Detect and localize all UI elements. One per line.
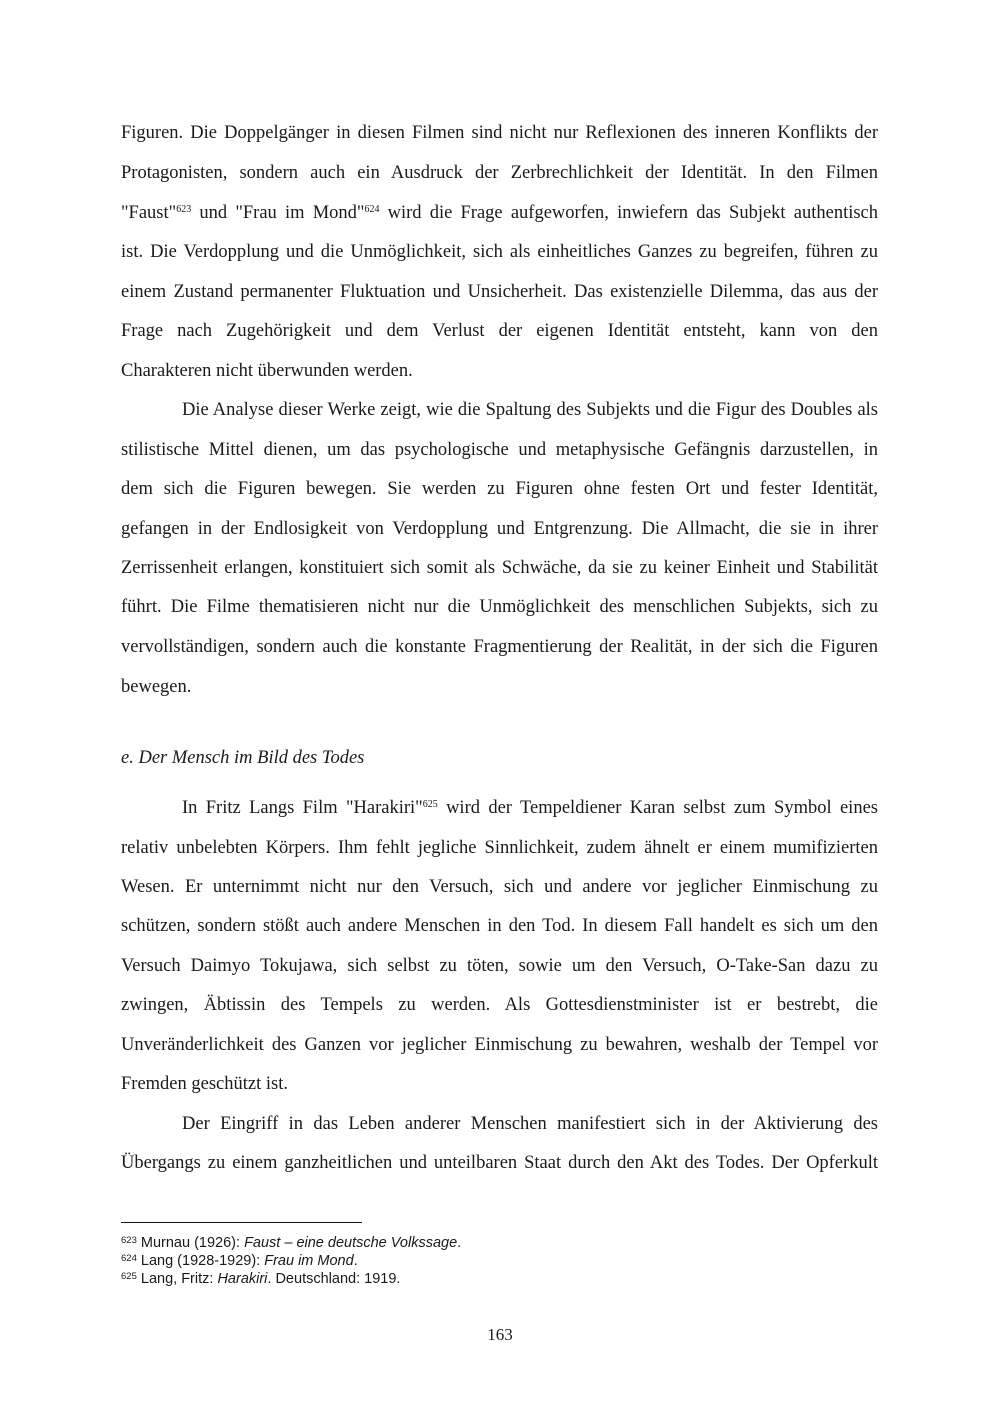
- page-number: 163: [487, 1325, 513, 1344]
- paragraph1-line: [121, 201, 878, 225]
- text-run: wird der Tempeldiener Karan selbst zum Symbol eines: [437, 798, 878, 818]
- footnote-text: Murnau (1926):: [136, 1235, 245, 1251]
- paragraph1-line: Figuren. Die Doppelgänger in diesen Filmen sind nicht nur Reflexionen des inneren Konflikts der: [121, 123, 878, 143]
- footnote: [121, 1270, 400, 1288]
- paragraph2-line: stilistische Mittel dienen, um das psychologische und metaphysische Gefängnis darzustellen, in: [121, 440, 878, 460]
- footnote: [121, 1252, 358, 1270]
- footnote-title: Harakiri: [217, 1271, 268, 1287]
- paragraph3-line: Versuch Daimyo Tokujawa, sich selbst zu töten, sowie um den Versuch, O-Take-San dazu zu: [121, 956, 878, 976]
- paragraph2-line: bewegen.: [121, 677, 192, 697]
- paragraph3-line: Fremden geschützt ist.: [121, 1074, 288, 1094]
- footnote-text: Lang (1928-1929):: [136, 1253, 265, 1269]
- paragraph3-line: [182, 796, 878, 820]
- footnote: [121, 1234, 461, 1252]
- paragraph2-line: führt. Die Filme thematisieren nicht nur die Unmöglichkeit des menschlichen Subjekts, sich zu: [121, 597, 878, 617]
- footnote-number: 624: [121, 1253, 137, 1264]
- paragraph3-line: zwingen, Äbtissin des Tempels zu werden. Als Gottesdienstminister ist er bestrebt, die: [121, 995, 878, 1015]
- paragraph1-line: Protagonisten, sondern auch ein Ausdruck der Zerbrechlichkeit der Identität. In den Filmen: [121, 163, 878, 183]
- footnote-number: 625: [121, 1271, 137, 1282]
- paragraph2-line: Die Analyse dieser Werke zeigt, wie die Spaltung des Subjekts und die Figur des Doubles als: [182, 400, 878, 420]
- paragraph1-line: ist. Die Verdopplung und die Unmöglichkeit, sich als einheitliches Ganzes zu begreifen, führen zu: [121, 242, 878, 262]
- text-run: wird die Frage aufgeworfen, inwiefern das Subjekt authentisch: [379, 203, 879, 223]
- text-run: In Fritz Langs Film "Harakiri": [182, 798, 423, 818]
- footnote-text: . Deutschland: 1919.: [267, 1271, 401, 1287]
- paragraph3-line: schützen, sondern stößt auch andere Menschen in den Tod. In diesem Fall handelt es sich um den: [121, 916, 878, 936]
- paragraph3-line: Wesen. Er unternimmt nicht nur den Versuch, sich und andere vor jeglicher Einmischung zu: [121, 877, 878, 897]
- paragraph2-line: vervollständigen, sondern auch die konstante Fragmentierung der Realität, in der sich die Figuren: [121, 637, 878, 657]
- text-run: und "Frau im Mond": [191, 203, 365, 223]
- footnote-ref[interactable]: 625: [422, 799, 438, 810]
- paragraph2-line: Zerrissenheit erlangen, konstituiert sich somit als Schwäche, da sie zu keiner Einheit und Stabilität: [121, 558, 878, 578]
- footnote-ref[interactable]: 624: [364, 204, 380, 215]
- footnote-title: Faust – eine deutsche Volkssage: [244, 1235, 458, 1251]
- footnote-text: Lang, Fritz:: [136, 1271, 218, 1287]
- paragraph3-line: Unveränderlichkeit des Ganzen vor jeglicher Einmischung zu bewahren, weshalb der Tempel vor: [121, 1035, 878, 1055]
- paragraph3-line: relativ unbelebten Körpers. Ihm fehlt jegliche Sinnlichkeit, zudem ähnelt er einem mumifizierten: [121, 838, 878, 858]
- footnote-ref[interactable]: 623: [176, 204, 192, 215]
- paragraph1-line: Frage nach Zugehörigkeit und dem Verlust der eigenen Identität entsteht, kann von den: [121, 321, 878, 341]
- paragraph4-line: Übergangs zu einem ganzheitlichen und unteilbaren Staat durch den Akt des Todes. Der Opferkult: [121, 1153, 878, 1173]
- paragraph2-line: dem sich die Figuren bewegen. Sie werden zu Figuren ohne festen Ort und fester Identität,: [121, 479, 878, 499]
- footnote-separator: [121, 1222, 362, 1223]
- text-run: "Faust": [121, 203, 177, 223]
- paragraph2-line: gefangen in der Endlosigkeit von Verdopplung und Entgrenzung. Die Allmacht, die sie in ihrer: [121, 519, 878, 539]
- section-heading: e. Der Mensch im Bild des Todes: [121, 748, 365, 768]
- footnote-text: .: [457, 1235, 462, 1251]
- paragraph1-line: Charakteren nicht überwunden werden.: [121, 361, 413, 381]
- footnote-text: .: [353, 1253, 358, 1269]
- footnote-number: 623: [121, 1235, 137, 1246]
- paragraph4-line: Der Eingriff in das Leben anderer Menschen manifestiert sich in der Aktivierung des: [182, 1114, 878, 1134]
- footnote-title: Frau im Mond: [264, 1253, 354, 1269]
- paragraph1-line: einem Zustand permanenter Fluktuation und Unsicherheit. Das existenzielle Dilemma, das aus der: [121, 282, 878, 302]
